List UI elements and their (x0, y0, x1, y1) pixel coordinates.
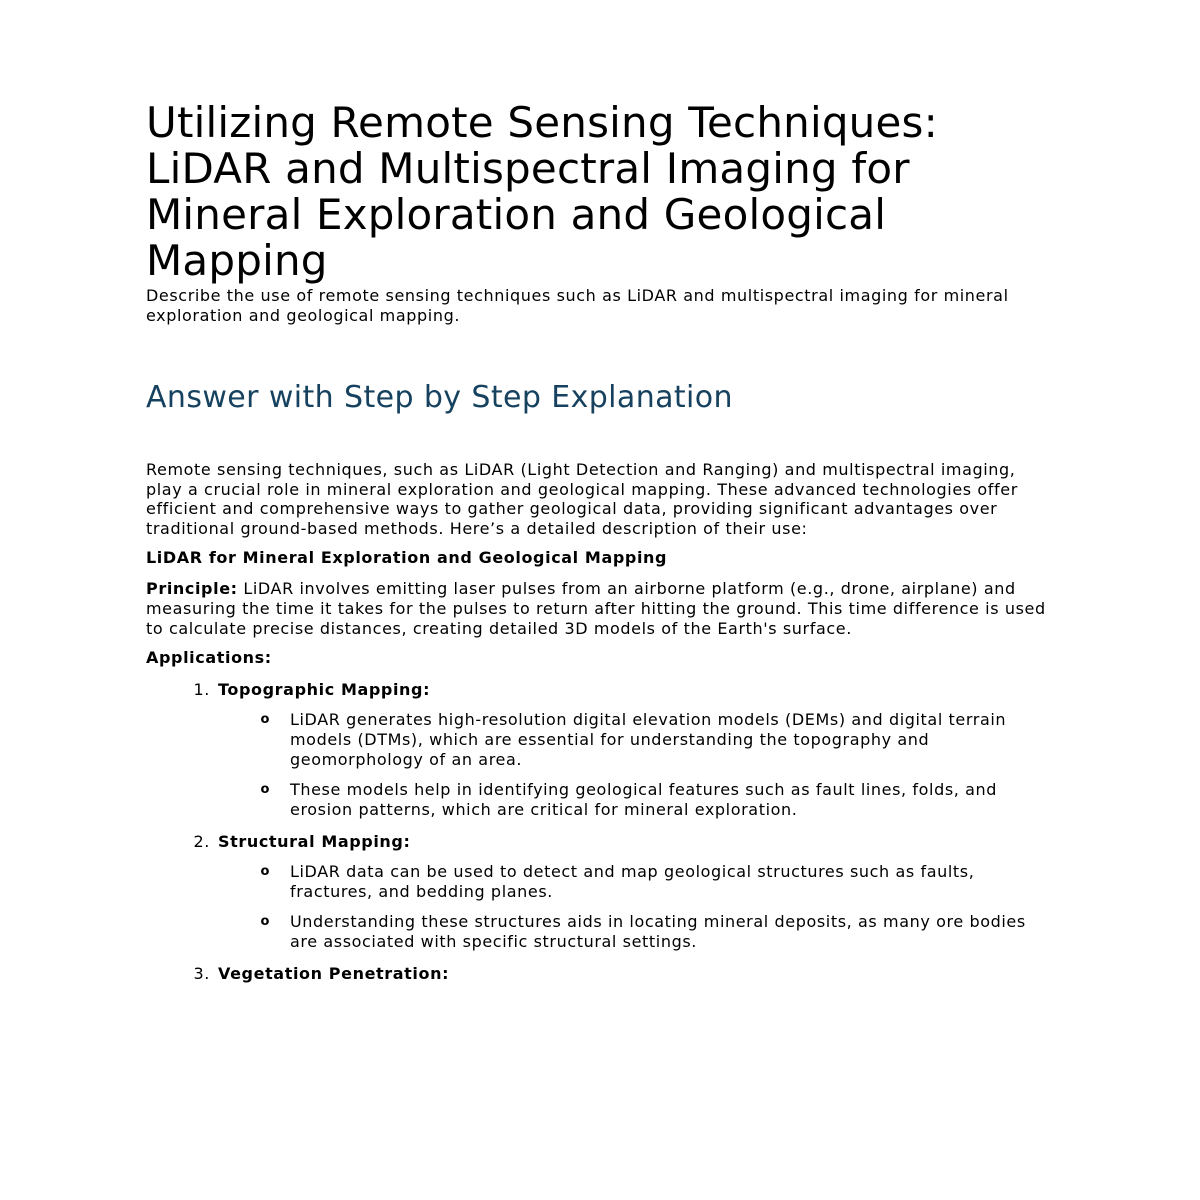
bullet-text: Understanding these structures aids in locating mineral deposits, as many ore bodies are associated with specific structural settings. (290, 912, 1026, 952)
bullet-item (146, 780, 1056, 820)
bullet-list (146, 710, 1056, 820)
principle-label: Principle: (146, 579, 238, 599)
document-page (146, 100, 1056, 984)
bullet-text: These models help in identifying geological features such as fault lines, folds, and erosion patterns, which are critical for mineral exploration. (290, 780, 998, 820)
bullet-text: LiDAR data can be used to detect and map geological structures such as faults, fractures, and bedding planes. (290, 862, 975, 902)
bullet-item (146, 862, 1056, 902)
list-item (146, 832, 1056, 952)
bullet-icon: o (260, 782, 270, 798)
applications-label: Applications: (146, 648, 272, 668)
list-number: 1. (193, 680, 210, 700)
application-title: Structural Mapping: (218, 832, 411, 852)
application-title-row (146, 680, 1056, 700)
bullet-icon: o (260, 914, 270, 930)
document-subtitle: Describe the use of remote sensing techniques such as LiDAR and multispectral imaging for mineral exploration and geological mapping. (146, 286, 1009, 325)
bullet-item (146, 912, 1056, 952)
applications-list (146, 680, 1056, 984)
bullet-item (146, 710, 1056, 770)
application-title: Vegetation Penetration: (218, 964, 450, 984)
bullet-icon: o (260, 864, 270, 880)
list-number: 3. (193, 964, 210, 984)
list-item (146, 680, 1056, 820)
principle-text: LiDAR involves emitting laser pulses from an airborne platform (e.g., drone, airplane) and measuring the time it takes for the pulses to return after hitting the ground. This time difference is used to calculate precise distances, creating detailed 3D models of the Earth's surface. (146, 579, 1046, 638)
principle-paragraph (146, 579, 1056, 638)
bullet-icon: o (260, 712, 270, 728)
bullet-text: LiDAR generates high-resolution digital elevation models (DEMs) and digital terrain models (DTMs), which are essential for understanding the topography and geomorphology of an area. (290, 710, 1007, 770)
answer-heading: Answer with Step by Step Explanation (146, 380, 733, 415)
list-number: 2. (193, 832, 210, 852)
application-title-row (146, 964, 1056, 984)
lidar-heading: LiDAR for Mineral Exploration and Geological Mapping (146, 548, 668, 568)
list-item (146, 964, 1056, 984)
bullet-list (146, 862, 1056, 952)
application-title: Topographic Mapping: (218, 680, 431, 700)
intro-paragraph: Remote sensing techniques, such as LiDAR (Light Detection and Ranging) and multispectral imaging, play a crucial role in mineral exploration and geological mapping. These advanced technologies offer efficient and comprehensive ways to gather geological data, providing significant advantages over traditional ground-based methods. Here’s a detailed description of their use: (146, 460, 1018, 538)
document-title: Utilizing Remote Sensing Techniques: LiDAR and Multispectral Imaging for Mineral Exploration and Geological Mapping (146, 98, 938, 285)
application-title-row (146, 832, 1056, 852)
